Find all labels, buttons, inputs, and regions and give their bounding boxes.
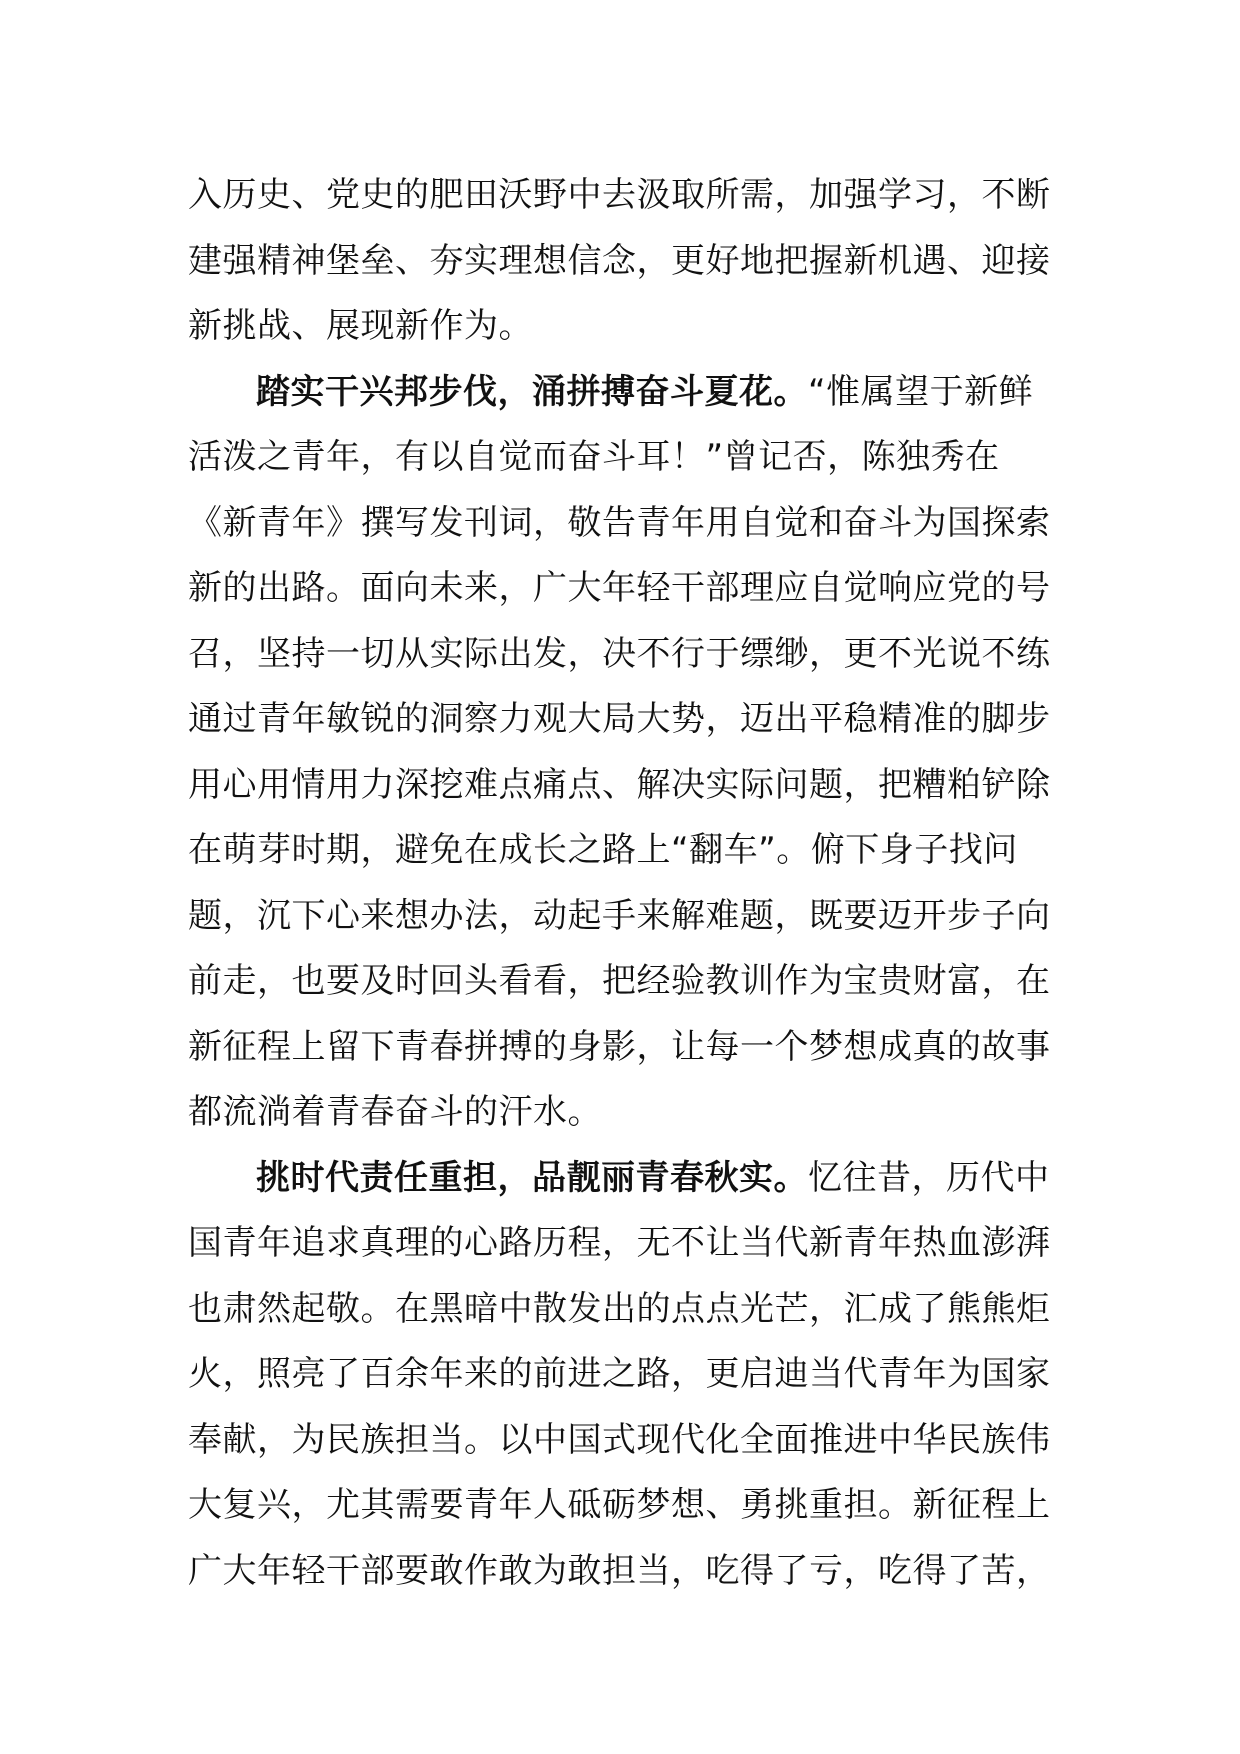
text-line bbox=[188, 1146, 1068, 1212]
text-line bbox=[188, 1080, 1068, 1146]
body-text: 大复兴，尤其需要青年人砥砺梦想、勇挑重担。新征程上 bbox=[188, 1485, 1051, 1525]
body-text: 忆往昔，历代中 bbox=[808, 1157, 1050, 1198]
body-text: 奉献，为民族担当。以中国式现代化全面推进中华民族伟 bbox=[188, 1419, 1051, 1460]
body-text: 入历史、党史的肥田沃野中去汲取所需，加强学习，不断 bbox=[188, 175, 1051, 215]
text-line bbox=[188, 1342, 1068, 1408]
text-line bbox=[188, 1539, 1068, 1605]
body-text: 召，坚持一切从实际出发，决不行于缥缈，更不光说不练 bbox=[188, 633, 1051, 674]
body-text: 在萌芽时期，避免在成长之路上“翻车”。俯下身子找问 bbox=[188, 830, 1018, 870]
text-line bbox=[188, 294, 1068, 360]
section-heading: 挑时代责任重担，品靓丽青春秋实。 bbox=[256, 1157, 808, 1198]
body-text: 《新青年》撰写发刊词，敬告青年用自觉和奋斗为国探索 bbox=[188, 502, 1051, 543]
text-line bbox=[188, 753, 1068, 819]
paragraph bbox=[188, 1146, 1068, 1605]
body-text: 国青年追求真理的心路历程，无不让当代新青年热血澎湃 bbox=[188, 1223, 1051, 1263]
body-text: “惟属望于新鲜 bbox=[808, 371, 1034, 412]
body-text: 新的出路。面向未来，广大年轻干部理应自觉响应党的号 bbox=[188, 568, 1051, 608]
body-text: 也肃然起敬。在黑暗中散发出的点点光芒，汇成了熊熊炬 bbox=[188, 1288, 1051, 1329]
text-line bbox=[188, 556, 1068, 622]
paragraph bbox=[188, 360, 1068, 1146]
body-text: 题，沉下心来想办法，动起手来解难题，既要迈开步子向 bbox=[188, 895, 1051, 936]
body-text: 火，照亮了百余年来的前进之路，更启迪当代青年为国家 bbox=[188, 1354, 1051, 1394]
document-body bbox=[188, 163, 1068, 1604]
text-line bbox=[188, 1277, 1068, 1343]
body-text: 新征程上留下青春拼搏的身影，让每一个梦想成真的故事 bbox=[188, 1026, 1051, 1067]
text-line bbox=[188, 229, 1068, 295]
text-line bbox=[188, 425, 1068, 491]
paragraph bbox=[188, 163, 1068, 360]
body-text: 新挑战、展现新作为。 bbox=[188, 306, 533, 346]
text-line bbox=[188, 622, 1068, 688]
section-heading: 踏实干兴邦步伐，涌拼搏奋斗夏花。 bbox=[256, 371, 808, 412]
text-line bbox=[188, 163, 1068, 229]
text-line bbox=[188, 491, 1068, 557]
body-text: 广大年轻干部要敢作敢为敢担当，吃得了亏，吃得了苦， bbox=[188, 1550, 1051, 1591]
text-line bbox=[188, 1408, 1068, 1474]
text-line bbox=[188, 949, 1068, 1015]
body-text: 活泼之青年，有以自觉而奋斗耳！”曾记否，陈独秀在 bbox=[188, 437, 1000, 477]
body-text: 建强精神堡垒、夯实理想信念，更好地把握新机遇、迎接 bbox=[188, 240, 1051, 281]
text-line bbox=[188, 1015, 1068, 1081]
text-line bbox=[188, 360, 1068, 426]
body-text: 用心用情用力深挖难点痛点、解决实际问题，把糟粕铲除 bbox=[188, 764, 1051, 805]
body-text: 都流淌着青春奋斗的汗水。 bbox=[188, 1092, 602, 1132]
text-line bbox=[188, 818, 1068, 884]
body-text: 前走，也要及时回头看看，把经验教训作为宝贵财富，在 bbox=[188, 961, 1051, 1001]
text-line bbox=[188, 1473, 1068, 1539]
text-line bbox=[188, 687, 1068, 753]
body-text: 通过青年敏锐的洞察力观大局大势，迈出平稳精准的脚步 bbox=[188, 699, 1051, 739]
text-line bbox=[188, 884, 1068, 950]
text-line bbox=[188, 1211, 1068, 1277]
